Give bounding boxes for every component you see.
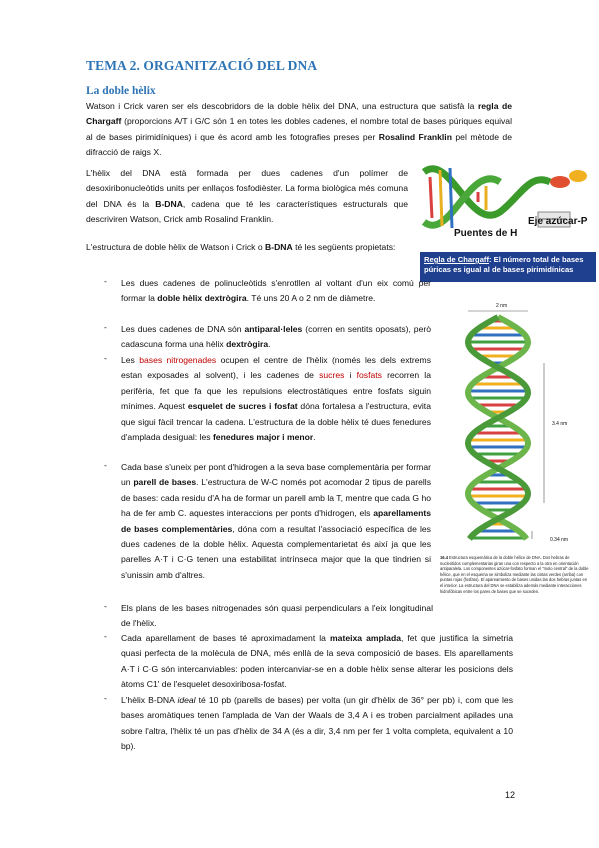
diameter-label: 2 nm bbox=[496, 303, 508, 309]
bullet-marker: - bbox=[104, 460, 107, 470]
page-number: 12 bbox=[504, 790, 515, 800]
chargaff-caption: Regla de Chargaff: El número total de bases púricas es igual al de bases pirimidínicas bbox=[420, 252, 596, 282]
pitch-label: 3.4 nm bbox=[552, 421, 568, 427]
rise-label: 0.34 nm bbox=[550, 537, 569, 543]
section-heading: La doble hèlix bbox=[86, 85, 156, 97]
bullet-marker: - bbox=[104, 353, 107, 363]
bullet-marker: - bbox=[104, 631, 107, 641]
properties-intro: L'estructura de doble hèlix de Watson i Crick o B-DNA té les següents propietats: bbox=[86, 242, 396, 252]
bdna-paragraph: L'hèlix del DNA està formada per dues cadenes d'un polímer de desoxiribonucleòtids units per enllaços fosfodièster. La forma biològica més comuna del DNA és la B-DNA, cadena que té les característiques estructurals que descriviren Watson, Crick amb Rosalind Franklin. bbox=[86, 168, 408, 225]
sugar-axis-label: Eje azúcar-P bbox=[528, 216, 588, 227]
page-title: TEMA 2. ORGANITZACIÓ DEL DNA bbox=[86, 58, 318, 73]
hydrogen-bonds-label: Puentes de H bbox=[454, 228, 518, 239]
bullet-marker: - bbox=[104, 693, 107, 703]
chargaff-figure bbox=[420, 152, 596, 288]
bullet-marker: - bbox=[104, 322, 107, 332]
bullet-marker: - bbox=[104, 601, 107, 611]
intro-paragraph: Watson i Crick varen ser els descobridors de la doble hèlix del DNA, una estructura que satisfà la regla de Chargaff (proporcions A/T i G/C són 1 en totes les dobles cadenes, el nombre total de bases púriques equival al de bases pirimidíniques) i que és acord amb les fotografies preses per Rosalind Franklin pel mètode de difracció de raigs X. bbox=[86, 101, 512, 158]
double-helix-figure bbox=[440, 303, 596, 623]
double-helix-diagram bbox=[440, 303, 596, 551]
helix-caption: 16.4 Estructura esquemática de la doble hélice de DNA. Dos hebras de nucleótidos complementarias giran una con respecto a la otra en orientación antiparalela. Los componentes azúcar-fosfato forman el "molo central" de la doble hélice, que en el esquema se simboliza mediante las cintas verdes (arriba) con puntas rojas (fosfato). El apareamiento de bases unidas las dos hebras juntas en el interior. La estructura del DNA se estabiliza además mediante interacciones hidrofóbicas entre los pares de bases que se suceden. bbox=[440, 555, 589, 594]
bullet-marker: - bbox=[104, 276, 107, 286]
